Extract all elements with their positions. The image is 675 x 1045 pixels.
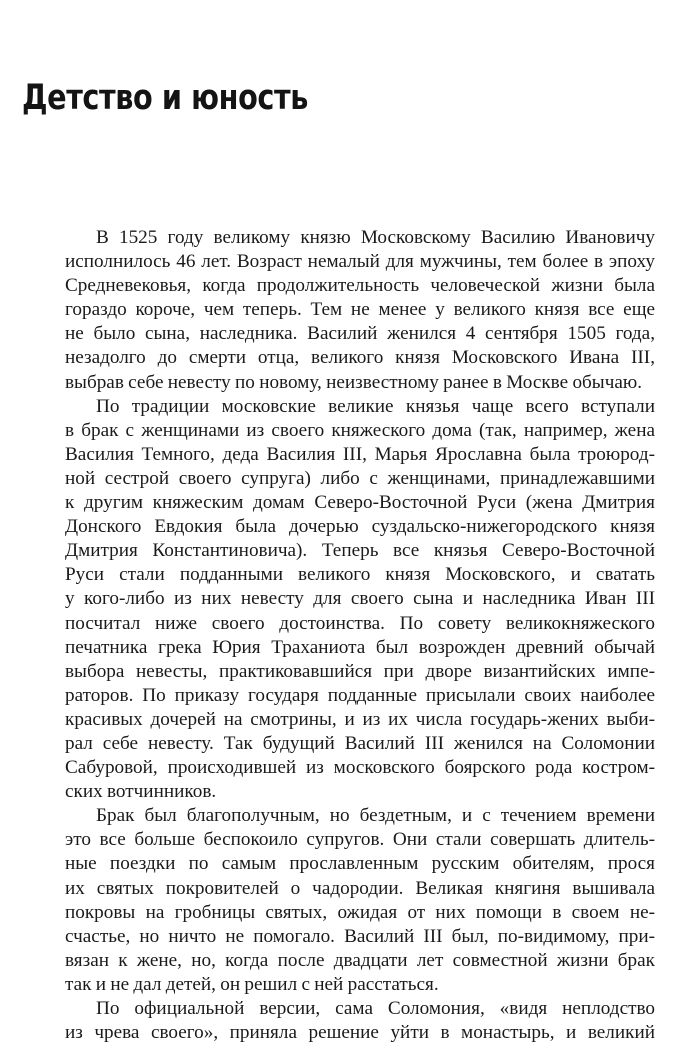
paragraph <box>65 804 655 997</box>
text-line: Средневековья, когда продолжительность человеческой жизни была <box>65 275 655 297</box>
text-line: незадолго до смерти отца, великого князя Московского Ивана III, <box>65 347 655 369</box>
text-line: Брак был благополучным, но бездетным, и с течением времени <box>96 805 655 827</box>
text-line: Василия Темного, деда Василия III, Марья Ярославна была троюрод- <box>65 443 655 465</box>
text-line: красивых дочерей на смотрины, и из их числа государь-жених выби- <box>65 708 655 730</box>
body-text <box>65 226 655 1045</box>
text-line: Дмитрия Константиновича). Теперь все князья Северо-Восточной <box>65 540 655 562</box>
text-line: это все больше беспокоило супругов. Они стали совершать длитель- <box>65 829 655 851</box>
text-line: у кого-либо из них невесту для своего сына и наследника Иван III <box>65 588 655 610</box>
text-line: их святых покровителей о чадородии. Великая княгиня вышивала <box>65 877 655 899</box>
text-line: По традиции московские великие князья чаще всего вступали <box>96 395 655 417</box>
text-line: выбора невесты, практиковавшийся при дворе византийских импе- <box>65 660 655 682</box>
text-line: из чрева своего», приняла решение уйти в монастырь, и великий <box>65 1022 655 1044</box>
text-line: гораздо короче, чем теперь. Тем не менее у великого князя все еще <box>65 299 655 321</box>
text-line: так и не дал детей, он решил с ней расстаться. <box>65 973 439 995</box>
text-line: ских вотчинников. <box>65 781 217 803</box>
text-line: печатника грека Юрия Траханиота был возрожден древний обычай <box>65 636 655 658</box>
text-line: счастье, но ничто не помогало. Василий III был, по-видимому, при- <box>65 925 655 947</box>
paragraph <box>65 226 655 395</box>
text-line: покровы на гробницы святых, ожидая от них помощи в своем не- <box>65 901 655 923</box>
text-line: исполнилось 46 лет. Возраст немалый для мужчины, тем более в эпоху <box>65 251 655 273</box>
chapter-title: Детство и юность <box>22 78 308 118</box>
text-line: По официальной версии, сама Соломония, «видя неплодство <box>96 998 655 1019</box>
text-line: к другим княжеским домам Северо-Восточной Руси (жена Дмитрия <box>65 492 655 514</box>
text-line: Сабуровой, происходившей из московского боярского рода костром- <box>65 757 655 779</box>
text-line: ной сестрой своего супруга) либо с женщинами, принадлежавшими <box>65 467 655 489</box>
text-line: В 1525 году великому князю Московскому Василию Ивановичу <box>96 227 655 248</box>
text-line: Донского Евдокия была дочерью суздальско-нижегородского князя <box>65 516 655 538</box>
text-line: не было сына, наследника. Василий женился 4 сентября 1505 года, <box>65 323 655 345</box>
text-line: Руси стали подданными великого князя Московского, и сватать <box>65 564 655 586</box>
paragraph <box>65 395 655 805</box>
text-line: посчитал ниже своего достоинства. По совету великокняжеского <box>65 612 655 634</box>
text-line: ные поездки по самым прославленным русским обителям, прося <box>65 853 655 875</box>
text-line: выбрав себе невесту по новому, неизвестному ранее в Москве обычаю. <box>65 371 642 393</box>
text-line: рал себе невесту. Так будущий Василий III женился на Соломонии <box>65 732 655 754</box>
text-line: вязан к жене, но, когда после двадцати лет совместной жизни брак <box>65 949 655 971</box>
paragraph <box>65 997 655 1045</box>
text-line: раторов. По приказу государя подданные присылали своих наиболее <box>65 684 655 706</box>
text-line: в брак с женщинами из своего княжеского дома (так, например, жена <box>65 419 655 441</box>
